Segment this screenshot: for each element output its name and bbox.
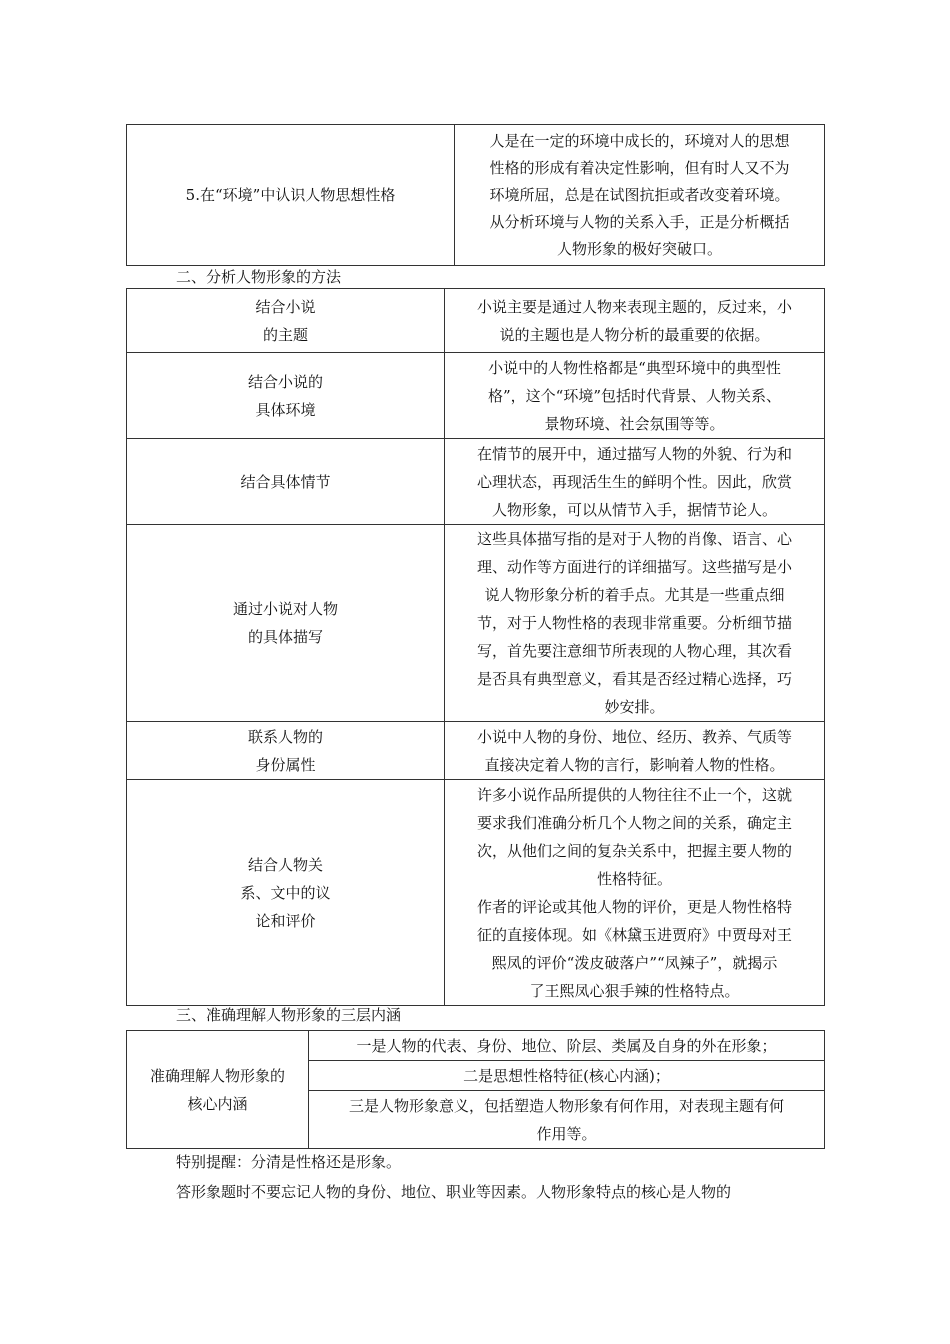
cell-line: 结合具体情节 xyxy=(240,472,331,491)
cell-line: 二是思想性格特征(核心内涵)； xyxy=(463,1066,670,1085)
cell-line: 在情节的展开中，通过描写人物的外貌、行为和 xyxy=(476,444,792,463)
cell-line: 准确理解人物形象的 xyxy=(149,1066,285,1085)
cell-line: 三是人物形象意义，包括塑造人物形象有何作用，对表现主题有何 xyxy=(348,1096,784,1115)
cell-line: 心理状态，再现活生生的鲜明个性。因此，欣赏 xyxy=(476,472,792,491)
cell-line: 系、文中的议 xyxy=(240,883,331,902)
method-label xyxy=(127,353,445,439)
table-row xyxy=(127,353,825,439)
cell-line: 说的主题也是人物分析的最重要的依据。 xyxy=(499,325,770,344)
method-label xyxy=(127,439,445,525)
method-desc xyxy=(445,780,825,1006)
table-row xyxy=(127,439,825,525)
table-row xyxy=(127,1031,825,1061)
table-row xyxy=(127,525,825,722)
cell-line: 性格的形成有着决定性影响，但有时人又不为 xyxy=(489,158,790,177)
cell-line: 从分析环境与人物的关系入手，正是分析概括 xyxy=(489,212,790,231)
cell-line: 要求我们准确分析几个人物之间的关系，确定主 xyxy=(476,813,792,832)
cell-line: 景物环境、社会氛围等等。 xyxy=(544,414,725,433)
table-connotation xyxy=(126,1030,825,1149)
cell-line: 说人物形象分析的着手点。尤其是一些重点细 xyxy=(484,586,785,604)
method-desc xyxy=(445,722,825,780)
section3-heading: 三、准确理解人物形象的三层内涵 xyxy=(176,1006,402,1024)
table-row xyxy=(127,125,825,266)
cell-line: 一是人物的代表、身份、地位、阶层、类属及自身的外在形象； xyxy=(356,1036,777,1055)
note-line-2: 答形象题时不要忘记人物的身份、地位、职业等因素。人物形象特点的核心是人物的 xyxy=(176,1183,732,1201)
cell-line: 征的直接体现。如《林黛玉进贾府》中贾母对王 xyxy=(476,925,792,944)
cell-line: 写，首先要注意细节所表现的人物心理，其次看 xyxy=(476,642,792,660)
cell-line: 直接决定着人物的言行，影响着人物的性格。 xyxy=(484,755,785,774)
cell-line: 了王熙凤心狠手辣的性格特点。 xyxy=(529,981,740,1000)
table1-left-cell: 5.在“环境”中认识人物思想性格 xyxy=(127,125,455,266)
cell-line: 人是在一定的环境中成长的，环境对人的思想 xyxy=(489,131,790,150)
cell-line: 格”，这个“环境”包括时代背景、人物关系、 xyxy=(487,386,781,405)
cell-line: 节，对于人物性格的表现非常重要。分析细节描 xyxy=(476,614,792,632)
cell-line: 人物形象，可以从情节入手，据情节论人。 xyxy=(491,500,777,519)
connotation-item xyxy=(309,1061,825,1091)
table-methods xyxy=(126,288,825,1006)
method-label xyxy=(127,780,445,1006)
table-row xyxy=(127,289,825,353)
connotation-item xyxy=(309,1031,825,1061)
method-label xyxy=(127,525,445,722)
cell-line: 熙凤的评价“泼皮破落户”“凤辣子”，就揭示 xyxy=(491,953,778,972)
cell-line: 通过小说对人物 xyxy=(232,600,338,618)
cell-line: 是否具有典型意义，看其是否经过精心选择，巧 xyxy=(476,670,792,688)
method-desc xyxy=(445,525,825,722)
cell-line: 作用等。 xyxy=(536,1124,597,1143)
method-desc xyxy=(445,353,825,439)
cell-line: 次，从他们之间的复杂关系中，把握主要人物的 xyxy=(476,841,792,860)
cell-line: 小说中人物的身份、地位、经历、教养、气质等 xyxy=(476,727,792,746)
cell-line: 核心内涵 xyxy=(187,1094,248,1113)
method-label xyxy=(127,722,445,780)
cell-line: 结合人物关 xyxy=(247,855,323,874)
connotation-item xyxy=(309,1091,825,1149)
cell-line: 结合小说 xyxy=(255,297,316,316)
cell-line: 具体环境 xyxy=(255,400,316,419)
table-row xyxy=(127,780,825,1006)
cell-line: 理、动作等方面进行的详细描写。这些描写是小 xyxy=(476,558,792,576)
table-row xyxy=(127,722,825,780)
cell-line: 作者的评论或其他人物的评价，更是人物性格特 xyxy=(476,897,792,916)
method-desc xyxy=(445,289,825,353)
table-environment xyxy=(126,124,825,266)
cell-line: 小说主要是通过人物来表现主题的，反过来，小 xyxy=(476,297,792,316)
note-line-1: 特别提醒：分清是性格还是形象。 xyxy=(176,1153,402,1171)
cell-line: 妙安排。 xyxy=(604,698,665,716)
cell-line: 结合小说的 xyxy=(247,372,323,391)
cell-line: 论和评价 xyxy=(255,911,316,930)
cell-line: 人物形象的极好突破口。 xyxy=(556,239,722,258)
method-label xyxy=(127,289,445,353)
cell-line: 身份属性 xyxy=(255,755,316,774)
cell-line: 这些具体描写指的是对于人物的肖像、语言、心 xyxy=(476,530,792,548)
cell-line: 的具体描写 xyxy=(247,628,323,646)
cell-line: 联系人物的 xyxy=(247,727,323,746)
method-desc xyxy=(445,439,825,525)
table1-right-cell xyxy=(455,125,825,266)
section2-heading: 二、分析人物形象的方法 xyxy=(176,268,342,286)
cell-line: 性格特征。 xyxy=(596,869,672,888)
cell-line: 许多小说作品所提供的人物往往不止一个，这就 xyxy=(476,785,792,804)
cell-line: 环境所屈，总是在试图抗拒或者改变着环境。 xyxy=(489,185,790,204)
cell-line: 小说中的人物性格都是“典型环境中的典型性 xyxy=(488,358,781,377)
connotation-label xyxy=(127,1031,309,1149)
cell-line: 的主题 xyxy=(262,325,308,344)
